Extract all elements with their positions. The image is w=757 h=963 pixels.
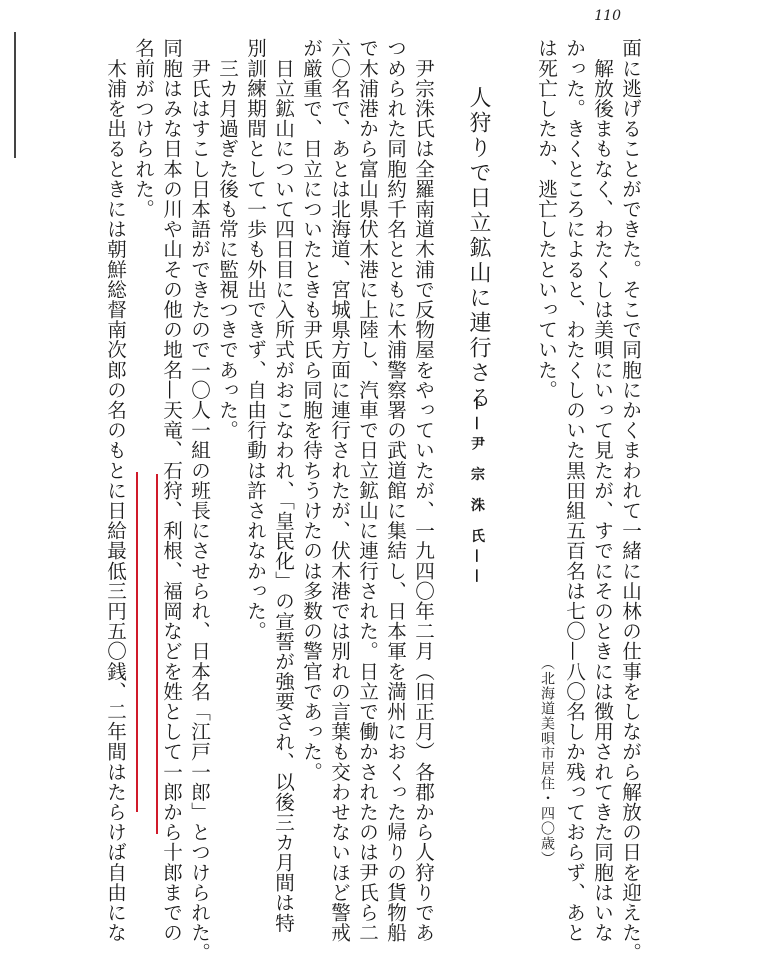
residence-note: （北海道美唄市居住・四〇歳） bbox=[539, 656, 555, 866]
text-column: は死亡したか、逃亡したといっていた。 bbox=[534, 38, 558, 400]
text-column: 解放後まもなく、わたくしは美唄にいって見たが、すでにそのときには徴用されてきた同胞はいな bbox=[590, 38, 614, 943]
text-column: 尹氏はすこし日本語ができたので一〇人一組の班長にさせられ、日本名「江戸一郎」とつけられた。 bbox=[187, 38, 211, 963]
text-column: 同胞はみな日本の川や山その他の地名—天竜、石狩、利根、福岡などを姓として一郎から十郎までの bbox=[159, 38, 183, 943]
text-column: かった。きくところによると、わたくしのいた黒田組五百名は七〇—八〇名しか残っておらず、あと bbox=[562, 38, 586, 943]
text-column: が厳重で、日立についたときも尹氏ら同胞を待ちうけたのは多数の警官であった。 bbox=[299, 38, 323, 782]
text-column: 日立鉱山について四日目に入所式がおこなわれ、「皇民化」の宣誓が強要され、以後三カ月間は特 bbox=[271, 38, 295, 933]
text-column: つめられた同胞約千名とともに木浦警察署の武道館に集結し、日本軍を満州におくった帰りの貨物船 bbox=[383, 38, 407, 943]
section-byline: ——尹 宗 洙 氏—— bbox=[469, 396, 485, 589]
text-column: 名前がつけられた。 bbox=[131, 38, 155, 219]
page-number: 110 bbox=[594, 8, 621, 24]
red-annotation-line bbox=[156, 474, 158, 834]
text-column: 別訓練期間として一歩も外出できず、自由行動は許されなかった。 bbox=[243, 38, 267, 641]
text-column: 木浦を出るときには朝鮮総督南次郎の名のもとに日給最低三円五〇銭、二年間はたらけば自由にな bbox=[103, 38, 127, 943]
text-column: 六〇名で、あとは北海道、宮城県方面に連行されたが、伏木港では別れの言葉も交わせないほど警戒 bbox=[327, 38, 351, 943]
text-column: 面に逃げることができた。そこで同胞にかくまわれて一緒に山林の仕事をしながら解放の日を迎えた。 bbox=[618, 38, 642, 963]
text-column: 尹宗洙氏は全羅南道木浦で反物屋をやっていたが、一九四〇年二月（旧正月）各郡から人狩りであ bbox=[411, 38, 435, 943]
margin-mark bbox=[14, 32, 16, 158]
section-title: 人狩りで日立鉱山に連行さる bbox=[466, 86, 491, 411]
text-column: 三カ月過ぎた後も常に監視つきであった。 bbox=[215, 38, 239, 440]
text-column: で木浦港から富山県伏木港に上陸し、汽車で日立鉱山に連行された。日立で働かされたのは尹氏ら二 bbox=[355, 38, 379, 943]
red-annotation-line bbox=[136, 472, 138, 812]
